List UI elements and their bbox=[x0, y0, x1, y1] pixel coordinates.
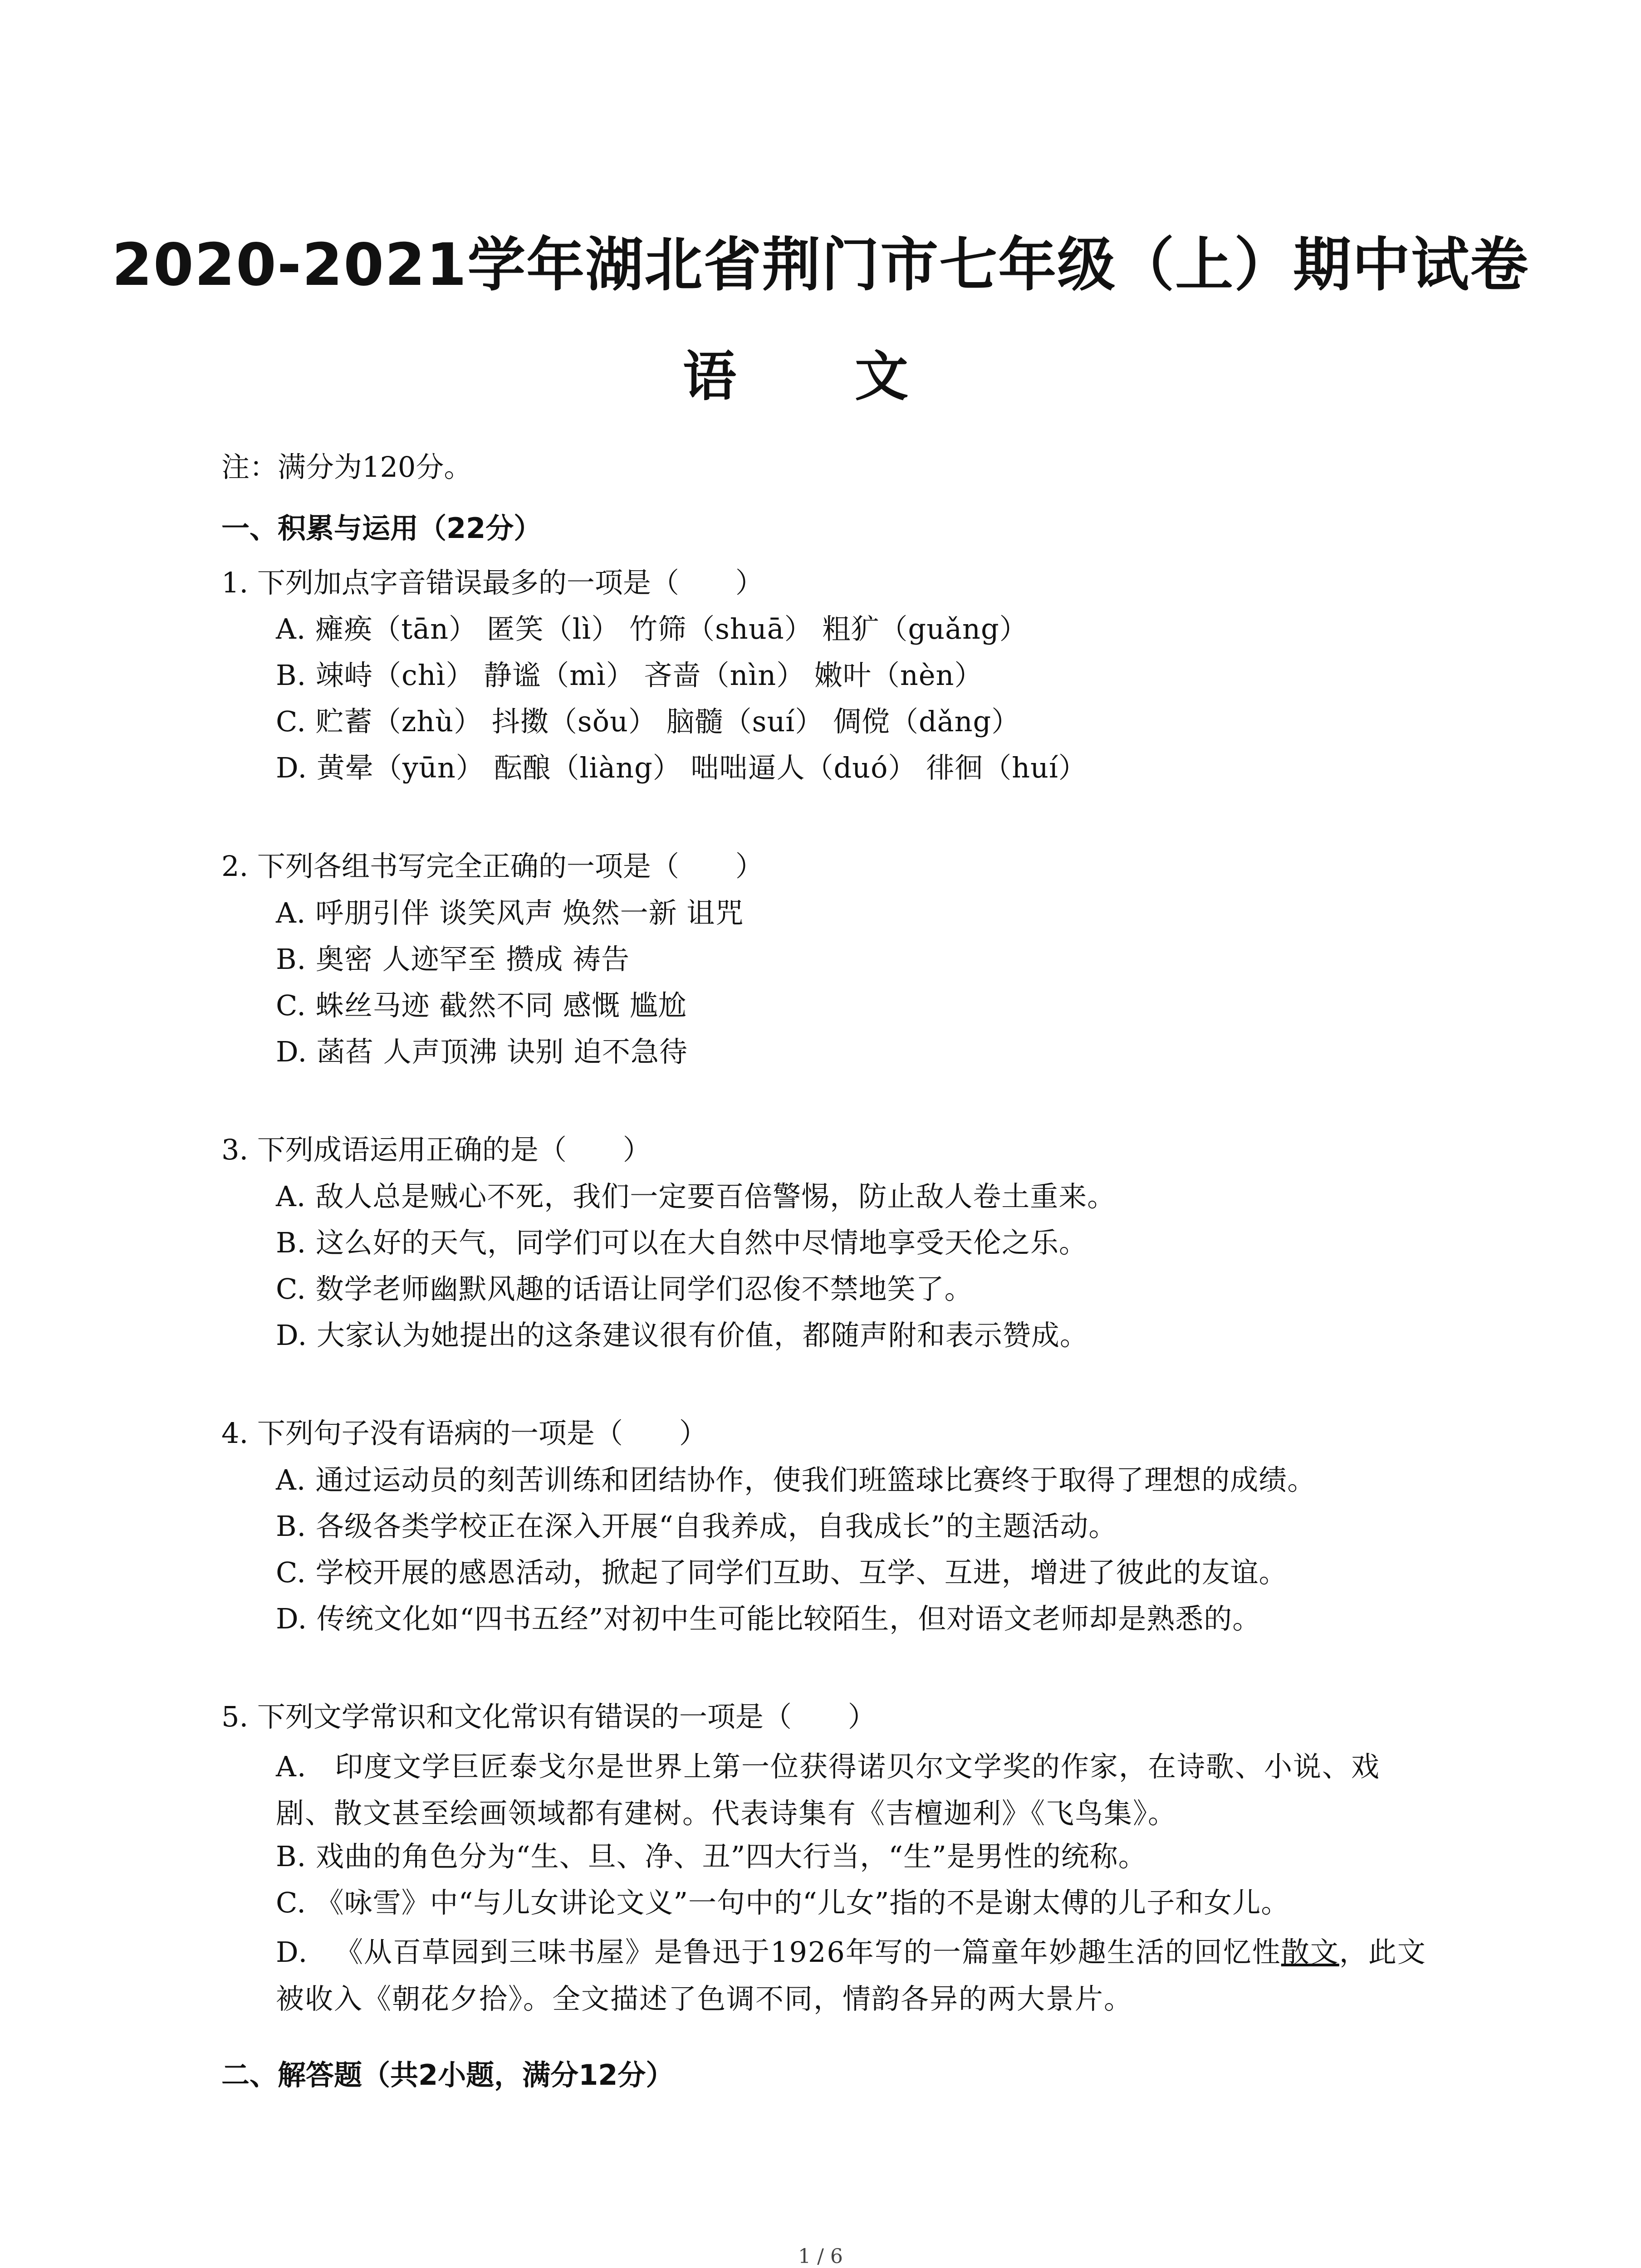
question-5-option-a bbox=[276, 1743, 1437, 1837]
question-1-option-a: A. 瘫痪（tān） 匿笑（lì） 竹筛（shuā） 粗犷（guǎng） bbox=[276, 612, 1028, 645]
question-2-option-a: A. 呼朋引伴 谈笑风声 焕然一新 诅咒 bbox=[276, 896, 744, 929]
question-3-option-b: B. 这么好的天气，同学们可以在大自然中尽情地享受天伦之乐。 bbox=[276, 1226, 1087, 1259]
question-1-option-d: D. 黄晕（yūn） 酝酿（liàng） 咄咄逼人（duó） 徘徊（huí） bbox=[276, 751, 1087, 784]
question-2-option-b: B. 奥密 人迹罕至 攒成 祷告 bbox=[276, 943, 630, 976]
question-2-stem: 2. 下列各组书写完全正确的一项是（ ） bbox=[221, 850, 764, 883]
question-4-option-a: A. 通过运动员的刻苦训练和团结协作，使我们班篮球比赛终于取得了理想的成绩。 bbox=[276, 1463, 1316, 1496]
exam-title: 2020-2021学年湖北省荆门市七年级（上）期中试卷 bbox=[112, 231, 1529, 299]
score-note: 注：满分为120分。 bbox=[221, 450, 472, 484]
page-number: 1 / 6 bbox=[798, 2245, 843, 2268]
underlined-term: 散文 bbox=[1281, 1936, 1339, 1969]
question-3-stem: 3. 下列成语运用正确的是（ ） bbox=[221, 1133, 651, 1166]
option-text-part-2: ，此文被收入《朝花夕拾》。全文描述了色调不同，情韵各异的两大景片。 bbox=[276, 1936, 1426, 2015]
question-4-option-b: B. 各级各类学校正在深入开展“自我养成，自我成长”的主题活动。 bbox=[276, 1510, 1117, 1543]
question-5-option-b: B. 戏曲的角色分为“生、旦、净、丑”四大行当，“生”是男性的统称。 bbox=[276, 1840, 1147, 1873]
question-3-option-d: D. 大家认为她提出的这条建议很有价值，都随声附和表示赞成。 bbox=[276, 1319, 1088, 1352]
question-5-option-c: C. 《咏雪》中“与儿女讲论文义”一句中的“儿女”指的不是谢太傅的儿子和女儿。 bbox=[276, 1886, 1290, 1919]
question-1-option-b: B. 竦峙（chì） 静谧（mì） 吝啬（nìn） 嫩叶（nèn） bbox=[276, 659, 983, 692]
option-text-part-1: 《从百草园到三味书屋》是鲁迅于1926年写的一篇童年妙趣生活的回忆性 bbox=[335, 1936, 1281, 1969]
question-4-option-d: D. 传统文化如“四书五经”对初中生可能比较陌生，但对语文老师却是熟悉的。 bbox=[276, 1602, 1261, 1635]
question-2-option-d: D. 菡萏 人声顶沸 诀别 迫不急待 bbox=[276, 1035, 688, 1068]
question-1-stem: 1. 下列加点字音错误最多的一项是（ ） bbox=[221, 566, 764, 599]
subject-heading: 语 文 bbox=[682, 345, 959, 408]
question-5-stem: 5. 下列文学常识和文化常识有错误的一项是（ ） bbox=[221, 1700, 876, 1733]
question-3-option-c: C. 数学老师幽默风趣的话语让同学们忍俊不禁地笑了。 bbox=[276, 1272, 973, 1305]
question-5-option-d bbox=[276, 1929, 1437, 2022]
section-heading-1: 一、积累与运用（22分） bbox=[221, 512, 542, 545]
question-4-stem: 4. 下列句子没有语病的一项是（ ） bbox=[221, 1417, 707, 1450]
question-1-option-c: C. 贮蓄（zhù） 抖擞（sǒu） 脑髓（suí） 倜傥（dǎng） bbox=[276, 705, 1020, 738]
question-2-option-c: C. 蛛丝马迹 截然不同 感慨 尴尬 bbox=[276, 989, 687, 1022]
question-3-option-a: A. 敌人总是贼心不死，我们一定要百倍警惕，防止敌人卷土重来。 bbox=[276, 1180, 1116, 1213]
question-4-option-c: C. 学校开展的感恩活动，掀起了同学们互助、互学、互进，增进了彼此的友谊。 bbox=[276, 1556, 1288, 1589]
option-label: A. bbox=[276, 1750, 307, 1783]
section-heading-2: 二、解答题（共2小题，满分12分） bbox=[221, 2058, 674, 2092]
option-label: D. bbox=[276, 1936, 309, 1969]
option-text: 印度文学巨匠泰戈尔是世界上第一位获得诺贝尔文学奖的作家，在诗歌、小说、戏剧、散文甚至绘画领域都有建树。代表诗集有《吉檀迦利》《飞鸟集》。 bbox=[276, 1750, 1381, 1830]
